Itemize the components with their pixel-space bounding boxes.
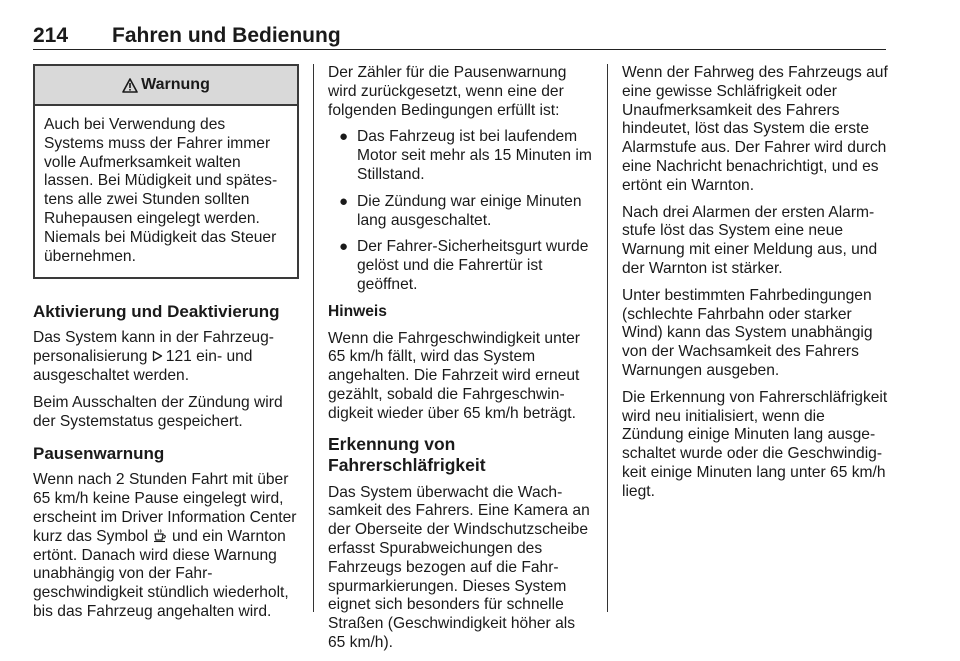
warning-text: Auch bei Verwendung des Systems muss der Fahrer immer volle Aufmerksamkeit walten lassen. Bei Müdigkeit und spätestens alle zwei Stunden sollten Ruhepausen eingelegt werden. Niemals bei Müdigkeit das Steuer übernehmen. (44, 116, 278, 265)
paragraph: Wenn der Fahrweg des Fahrzeugs auf eine gewisse Schläfrigkeit oder Unaufmerksamkeit des Fahrers hindeutet, löst das System die erste Alarmstufe aus. Der Fahrer wird durch eine Nachricht benachrichtigt, und es ertönt ein Warnton. (622, 64, 888, 194)
paragraph: Nach drei Alarmen der ersten Alarmstufe löst das System eine neue Warnung mit einer Meldung aus, und der Warnton ist stärker. (622, 203, 878, 277)
drowsiness-heading-line2: Fahrerschläfrigkeit (328, 454, 486, 475)
page-number: 214 (33, 24, 69, 47)
break-warning-heading: Pausenwarnung (33, 444, 165, 464)
bullet-icon: ● (339, 128, 349, 146)
page-header (33, 22, 886, 50)
page-reference-arrow-icon (152, 350, 163, 362)
break-warning-text: Wenn nach 2 Stunden Fahrt mit über 65 km/h keine Pause eingelegt wird, erscheint im Driver Information Center kurz das Symbol (33, 471, 297, 545)
list-item-text: Die Zündung war einige Minuten lang ausgeschaltet. (357, 192, 582, 229)
list-item (328, 128, 593, 184)
drowsiness-paragraph: Das System überwacht die Wachsamkeit des Fahrers. Eine Kamera an der Oberseite der Windschutzscheibe erfasst Spurabweichungen des Fahrzeugs bezogen auf die Fahrspurmarkierungen. Dieses System eignet sich besonders für schnelle Straßen (Geschwindigkeit höher als 65 km/h). (328, 483, 590, 651)
activation-heading: Aktivierung und Deaktivierung (33, 302, 280, 322)
warning-title: Warnung (141, 75, 210, 93)
break-warning-paragraph (33, 471, 299, 621)
note-text: Wenn die Fahrgeschwindigkeit unter 65 km/h fällt, wird das System angehalten. Die Fahrzeit wird erneut gezählt, sobald die Fahrgeschwindigkeit wieder über 65 km/h beträgt. (328, 329, 580, 422)
column-divider (313, 64, 314, 612)
column-divider (607, 64, 608, 612)
page-reference-link[interactable]: 121 (165, 348, 192, 366)
list-item (328, 238, 593, 294)
activation-paragraph (33, 329, 299, 385)
counter-intro: Der Zähler für die Pausenwarnung wird zurückgesetzt, wenn eine der folgenden Bedingungen erfüllt ist: (328, 64, 567, 119)
paragraph: Die Erkennung von Fahrerschläfrigkeit wird neu initialisiert, wenn die Zündung einige Minuten lang ausgeschaltet wurde oder die Geschwindigkeit einige Minuten lang unter 65 km/h liegt. (622, 388, 888, 500)
warning-header (35, 66, 297, 106)
list-item-text: Das Fahrzeug ist bei laufendem Motor seit mehr als 15 Minuten im Stillstand. (357, 128, 592, 183)
column-3 (622, 64, 888, 510)
bullet-icon: ● (339, 238, 349, 256)
paragraph: Unter bestimmten Fahrbedingungen (schlechte Fahrbahn oder starker Wind) kann das System unabhängig von der Wachsamkeit des Fahrers Warnungen ausgeben. (622, 286, 873, 379)
activation-text: Das System kann in der Fahrzeugpersonalisierung (33, 329, 274, 366)
column-1 (33, 64, 299, 630)
activation-text-end: ein- und ausgeschaltet werden. (33, 348, 253, 384)
chapter-title: Fahren und Bedienung (112, 24, 341, 47)
coffee-cup-icon (153, 528, 168, 543)
drowsiness-heading (328, 434, 593, 476)
warning-box (33, 64, 299, 279)
drowsiness-heading-line1: Erkennung von (328, 433, 456, 454)
bullet-icon: ● (339, 192, 349, 210)
break-warning-text-end: und ein Warnton ertönt. Danach wird diese Warnung unabhängig von der Fahrgeschwindigkeit stündlich wiederholt, bis das Fahrzeug angehalten wird. (33, 527, 289, 620)
note-title: Hinweis (328, 302, 387, 320)
warning-triangle-icon (122, 78, 138, 93)
activation-paragraph-2: Beim Ausschalten der Zündung wird der Systemstatus gespeichert. (33, 393, 283, 430)
list-item-text: Der Fahrer-Sicherheitsgurt wurde gelöst und die Fahrertür ist geöffnet. (357, 238, 589, 293)
column-2 (328, 64, 593, 661)
list-item (328, 193, 593, 231)
counter-conditions-list (328, 128, 593, 294)
